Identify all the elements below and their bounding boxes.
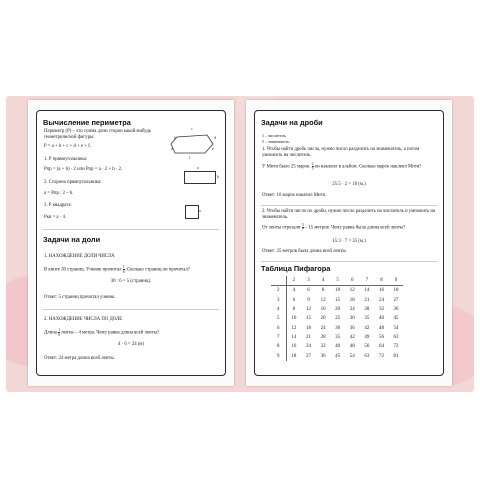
table-cell: 64 xyxy=(378,344,384,350)
table-cell: 15 xyxy=(305,316,311,322)
table-header-cell: 6 xyxy=(345,276,360,286)
perimeter-heading: Вычисление периметра xyxy=(43,118,131,127)
table-cell: 18 xyxy=(305,325,311,331)
table-cell: 63 xyxy=(364,353,370,359)
table-cell: 8 xyxy=(292,307,296,313)
table-row-header: 5 xyxy=(271,314,286,323)
table-cell: 18 xyxy=(393,288,399,294)
rule1-task-b: он наклеил в альбом. Сколько марок наклеил Митя? xyxy=(314,164,422,170)
table-cell: 25 xyxy=(335,316,341,322)
table-cell: 45 xyxy=(393,316,399,322)
hex-label-f: f xyxy=(189,155,191,160)
table-cell: 72 xyxy=(378,353,384,359)
table-row-header: 2 xyxy=(271,286,286,296)
rule2-frac-den: 7 xyxy=(301,228,304,232)
table-row-header: 4 xyxy=(271,305,286,314)
table-cell: 40 xyxy=(335,344,341,350)
table-row xyxy=(271,286,403,296)
table-cell: 12 xyxy=(305,307,311,313)
task2-text-a: Длина xyxy=(44,330,57,336)
fraction-tasks-heading: Задачи на дроби xyxy=(261,118,323,127)
table-cell: 24 xyxy=(320,325,326,331)
rect-formula: Pпр = (a + b) · 2 или Pпр = a · 2 + b · 2. xyxy=(44,167,123,172)
table-cell: 18 xyxy=(291,353,297,359)
rule1-text: 1. Чтобы найти дробь числа, нужно число разделить на знаменатель, а потом умножить на числитель. xyxy=(262,147,420,159)
table-cell: 10 xyxy=(291,316,297,322)
hex-label-a: a xyxy=(171,146,173,151)
table-cell: 28 xyxy=(320,334,326,340)
table-row-header: 9 xyxy=(271,351,286,360)
task1-answer: Ответ: 5 страниц прочитал ученик. xyxy=(44,295,116,300)
table-row xyxy=(271,333,403,342)
table-cell: 14 xyxy=(291,334,297,340)
rule1-calc: 25:5 · 2 = 10 (м.) xyxy=(332,182,366,187)
table-cell: 20 xyxy=(320,316,326,322)
task2-frac-den: 6 xyxy=(58,333,61,337)
table-cell: 21 xyxy=(364,297,370,303)
rule2-answer: Ответ: 35 метров была длина всей ленты. xyxy=(262,249,347,254)
rule1-task-a: У Мити было 25 марок. xyxy=(262,164,311,170)
table-cell: 42 xyxy=(349,334,355,340)
legend-numerator: 1 – числитель. xyxy=(262,133,287,138)
right-page-frame xyxy=(254,110,444,376)
section-divider xyxy=(43,229,219,230)
rule1-answer: Ответ: 10 марок наклеил Митя. xyxy=(262,193,326,198)
table-cell: 35 xyxy=(364,316,370,322)
table-cell: 54 xyxy=(349,353,355,359)
rule1-fraction xyxy=(312,162,314,171)
rule-divider xyxy=(261,205,437,206)
table-cell: 14 xyxy=(364,288,370,294)
table-cell: 81 xyxy=(393,353,399,359)
table-header-cell xyxy=(271,276,286,286)
table-row-header: 7 xyxy=(271,333,286,342)
table-cell: 6 xyxy=(307,288,310,294)
table-cell: 35 xyxy=(335,334,341,340)
task2-calc: 4 · 6 = 24 (м) xyxy=(117,342,145,347)
pythagoras-heading: Таблица Пифагора xyxy=(261,264,331,273)
task1-text xyxy=(44,265,190,274)
table-cell: 56 xyxy=(378,334,384,340)
table-cell: 40 xyxy=(378,316,384,322)
rule2-task-b: – 15 метров. Чему равна была длина всей ленты? xyxy=(304,225,406,231)
rule2-text: 2. Чтобы найти число по дроби, нужно число разделить на числитель и умножить на знаменатель. xyxy=(262,209,436,221)
table-cell: 32 xyxy=(378,307,384,313)
rule1-task xyxy=(262,162,438,171)
table-row-header: 6 xyxy=(271,323,286,332)
table-cell: 15 xyxy=(335,297,341,303)
table-cell: 20 xyxy=(335,307,341,313)
table-cell: 32 xyxy=(320,344,326,350)
table-cell: 49 xyxy=(364,334,370,340)
task1-calc: 30 : 6 = 5 (страниц). xyxy=(110,279,152,284)
table-cell: 10 xyxy=(335,288,341,294)
task2-frac-num: 1 xyxy=(58,328,61,332)
task2-answer: Ответ: 24 метра длина всей ленты. xyxy=(44,356,115,361)
table-header-cell: 3 xyxy=(301,276,316,286)
task2-fraction xyxy=(58,328,60,337)
table-cell: 72 xyxy=(393,344,399,350)
rect-label-a: a xyxy=(197,165,199,170)
hex-label-b: b xyxy=(174,135,176,140)
table-cell: 56 xyxy=(364,344,370,350)
table-header-cell: 5 xyxy=(330,276,345,286)
table-cell: 18 xyxy=(349,297,355,303)
table-cell: 12 xyxy=(320,297,326,303)
task1-text-b: . Сколько страниц он прочитал? xyxy=(124,267,190,273)
table-cell: 16 xyxy=(320,307,326,313)
table-cell: 63 xyxy=(393,334,399,340)
task2-text-b: ленты – 4 метра. Чему равна длина всей ленты? xyxy=(61,330,160,336)
table-cell: 12 xyxy=(349,288,355,294)
rule2-frac-num: 3 xyxy=(301,223,304,227)
hexagon-figure xyxy=(167,129,217,159)
table-cell: 36 xyxy=(349,325,355,331)
rule1-frac-den: 5 xyxy=(311,167,314,171)
square-figure xyxy=(185,205,199,219)
table-cell: 36 xyxy=(393,307,399,313)
square-label-a: a xyxy=(199,208,201,213)
rule2-task-a: От ленты отрезали xyxy=(262,225,301,231)
table-divider xyxy=(261,261,437,262)
rule2-fraction xyxy=(302,223,304,232)
table-header-cell: 4 xyxy=(316,276,331,286)
rectangle-figure xyxy=(184,171,216,184)
left-page xyxy=(28,100,234,386)
table-cell: 21 xyxy=(305,334,311,340)
table-cell: 36 xyxy=(320,353,326,359)
task1-text-a: В книге 30 страниц. Ученик прочитал xyxy=(44,267,122,273)
table-header-cell: 2 xyxy=(286,276,301,286)
square-title: 3. Р квадрата: xyxy=(44,203,72,208)
table-cell: 12 xyxy=(291,325,297,331)
rect-title: 1. Р прямоугольника: xyxy=(44,157,88,162)
pythagoras-table xyxy=(271,276,403,361)
table-cell: 27 xyxy=(393,297,399,303)
table-cell: 24 xyxy=(305,344,311,350)
hex-label-e: e xyxy=(212,146,214,151)
table-cell: 48 xyxy=(349,344,355,350)
table-row xyxy=(271,305,403,314)
table-row-header: 8 xyxy=(271,342,286,351)
square-formula: Pкв = a · 4. xyxy=(44,215,67,220)
table-cell: 16 xyxy=(291,344,297,350)
side-title: 2. Сторона прямоугольника: xyxy=(44,180,102,185)
table-header-row xyxy=(271,276,403,286)
legend-denominator: 5 – знаменатель. xyxy=(262,139,290,144)
table-cell: 16 xyxy=(378,288,384,294)
left-page-frame xyxy=(36,110,226,376)
rule1-frac-num: 2 xyxy=(311,162,314,166)
table-cell: 6 xyxy=(292,297,296,303)
table-cell: 48 xyxy=(378,325,384,331)
task-divider xyxy=(43,309,219,310)
table-row xyxy=(271,296,403,305)
side-formula: a = Pпр : 2 – b. xyxy=(44,191,74,196)
perimeter-formula: P = a + b + c + d + e + f. xyxy=(44,144,92,149)
rule2-calc: 15:3 · 7 = 35 (м.) xyxy=(332,239,366,244)
fractions-heading: Задачи на доли xyxy=(43,235,101,244)
table-header-cell: 7 xyxy=(360,276,375,286)
table-cell: 28 xyxy=(364,307,370,313)
table-cell: 30 xyxy=(335,325,341,331)
table-cell: 4 xyxy=(292,288,296,294)
task1-title: 1. НАХОЖДЕНИЕ ДОЛИ ЧИСЛА xyxy=(44,254,115,259)
task2-title: 2. НАХОЖДЕНИЕ ЧИСЛА ПО ДОЛЕ xyxy=(44,317,123,322)
hex-label-d: d xyxy=(214,135,216,140)
table-row-header: 3 xyxy=(271,296,286,305)
task1-frac-den: 6 xyxy=(122,270,125,274)
task1-frac-num: 1 xyxy=(122,265,125,269)
table-cell: 24 xyxy=(378,297,384,303)
table-header-cell: 8 xyxy=(374,276,389,286)
table-row xyxy=(271,323,403,332)
table-cell: 54 xyxy=(393,325,399,331)
table-cell: 27 xyxy=(305,353,311,359)
table-cell: 24 xyxy=(349,307,355,313)
right-page xyxy=(246,100,452,386)
table-cell: 45 xyxy=(335,353,341,359)
perimeter-intro: Периметр (Р) – это сумма длин сторон какой-нибудь геометрической фигуры: xyxy=(44,129,152,141)
table-header-cell: 9 xyxy=(389,276,404,286)
task2-text xyxy=(44,328,159,337)
table-cell: 30 xyxy=(349,316,355,322)
table-row xyxy=(271,342,403,351)
table-row xyxy=(271,351,403,360)
hex-label-c: c xyxy=(191,126,193,131)
rect-label-b: b xyxy=(217,174,219,179)
table-row xyxy=(271,314,403,323)
table-cell: 8 xyxy=(321,288,325,294)
rule2-task xyxy=(262,223,438,232)
table-cell: 9 xyxy=(307,297,310,303)
table-cell: 42 xyxy=(364,325,370,331)
